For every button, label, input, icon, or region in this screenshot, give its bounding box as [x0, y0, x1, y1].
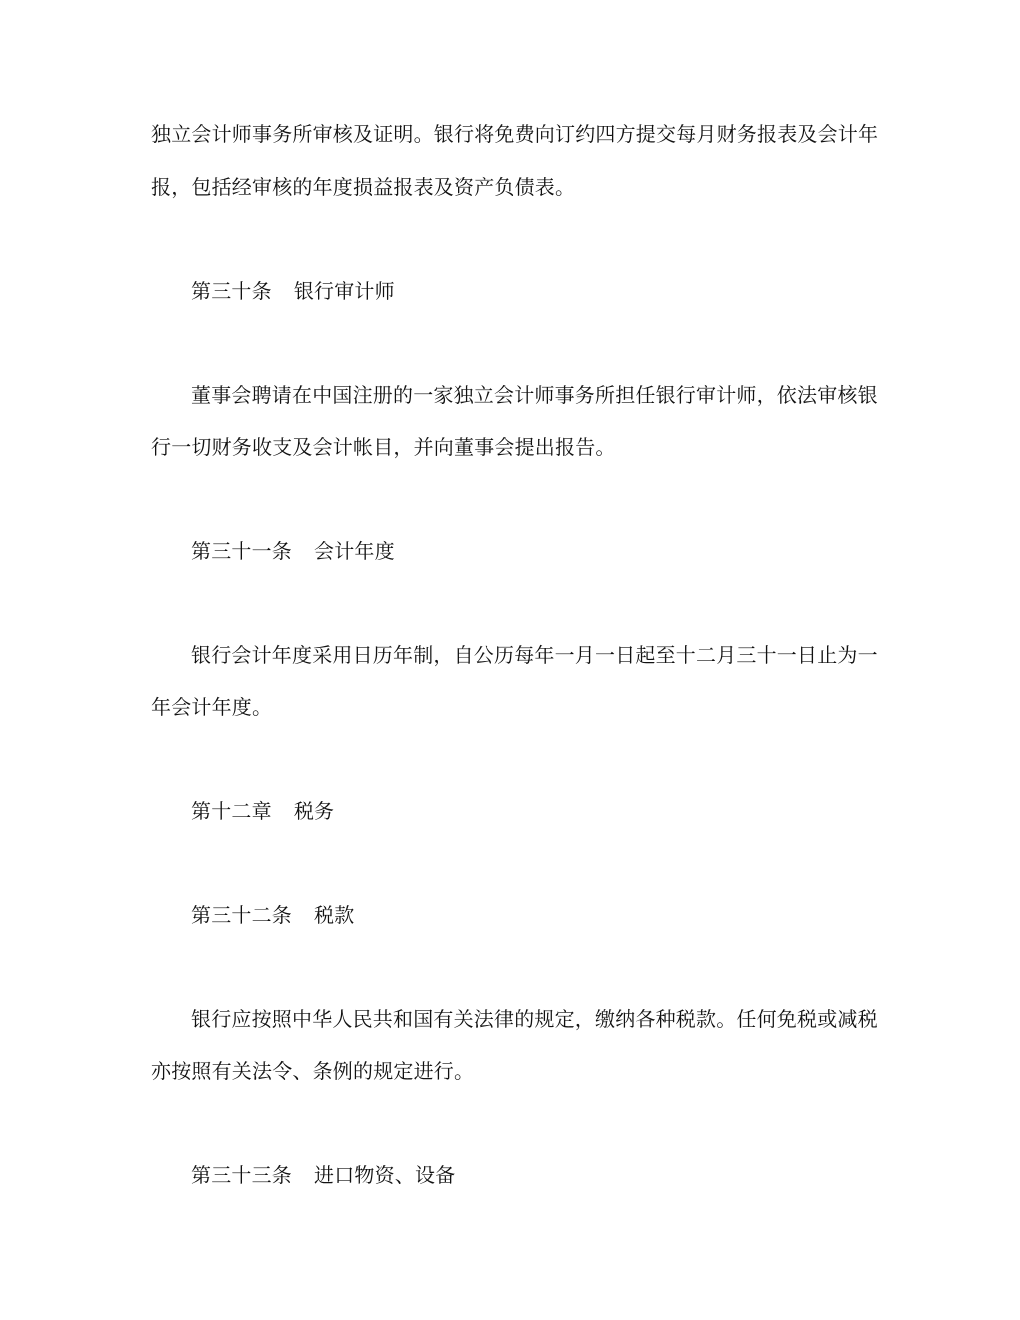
- article-heading: [191, 1162, 455, 1188]
- article-heading: [191, 538, 395, 564]
- article-title: 进口物资、设备: [314, 1163, 456, 1187]
- article-number: 第三十三条: [191, 1163, 292, 1187]
- paragraph-line: 报，包括经审核的年度损益报表及资产负债表。: [151, 175, 576, 199]
- article-heading: [191, 278, 395, 304]
- article-title: 会计年度: [314, 539, 395, 563]
- paragraph-line: 年会计年度。: [151, 695, 273, 719]
- paragraph-line: 董事会聘请在中国注册的一家独立会计师事务所担任银行审计师，依法审核银: [191, 383, 878, 407]
- article-number: 第三十二条: [191, 903, 292, 927]
- paragraph-line: 独立会计师事务所审核及证明。银行将免费向订约四方提交每月财务报表及会计年: [151, 122, 879, 146]
- article-heading: [191, 902, 354, 928]
- chapter-number: 第十二章: [191, 799, 272, 823]
- chapter-title: 税务: [293, 799, 335, 823]
- article-number: 第三十条: [191, 279, 272, 303]
- article-title: 税款: [314, 903, 355, 927]
- paragraph-line: 银行会计年度采用日历年制，自公历每年一月一日起至十二月三十一日止为一: [191, 643, 878, 667]
- article-number: 第三十一条: [191, 539, 292, 563]
- paragraph-line: 行一切财务收支及会计帐目，并向董事会提出报告。: [151, 435, 616, 459]
- paragraph-line: 银行应按照中华人民共和国有关法律的规定，缴纳各种税款。任何免税或减税: [191, 1007, 878, 1031]
- paragraph-line: 亦按照有关法令、条例的规定进行。: [151, 1059, 475, 1083]
- chapter-heading: [191, 798, 334, 824]
- article-title: 银行审计师: [293, 279, 395, 303]
